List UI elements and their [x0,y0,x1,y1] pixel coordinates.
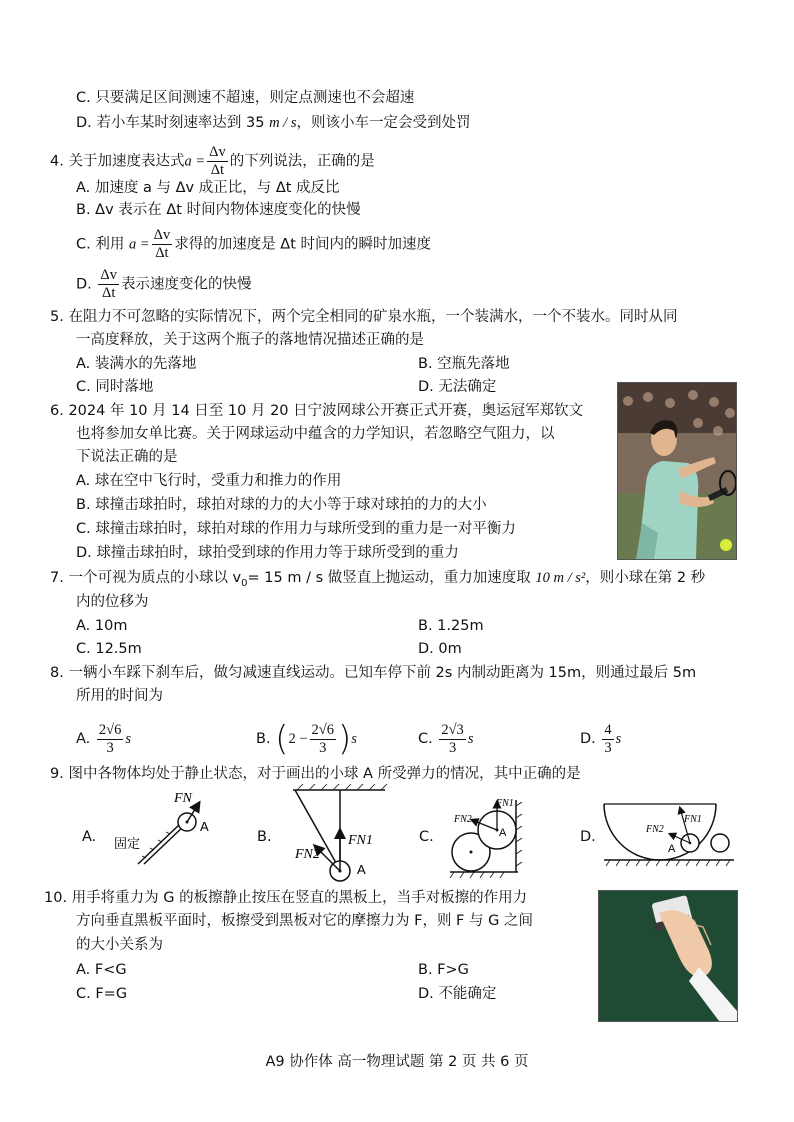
q9-b-fn1-label: FN1 [348,833,373,848]
q6-option-a: A. 球在空中飞行时，受重力和推力的作用 [76,473,342,489]
q7-stem-2: 内的位移为 [76,594,149,610]
q7-stem-1: 7. 一个可视为质点的小球以 $v_0= 15$ m / s 做竖直上抛运动，重力加速度取 10 m / s²，则小球在第 2 秒 [50,570,706,589]
q5-option-c: C. 同时落地 [76,379,154,395]
q8-option-a: A. $\frac{2√6}{3}$ s [76,721,132,756]
q6-option-d: D. 球撞击球拍时，球拍受到球的作用力等于球所受到的重力 [76,545,459,561]
q9-label-a: A. [82,829,97,845]
q8-option-c: C. $\frac{2√3}{3}$ s [418,721,474,756]
q9-c-fn2-label: FN2 [454,814,472,825]
q9-label-b: B. [257,829,272,845]
q9-stem: 9. 图中各物体均处于静止状态，对于画出的小球 A 所受弹力的情况，其中正确的是 [50,766,581,782]
q7-option-c: C. 12.5m [76,641,142,657]
q5-option-d: D. 无法确定 [418,379,497,395]
q9-figure-b [285,784,395,888]
q5-option-b: B. 空瓶先落地 [418,356,510,372]
q9-d-ball-label: A [668,843,676,855]
q9-b-ball-label: A [357,862,366,877]
q10-stem-1: 10. 用手将重力为 G 的板擦静止按压在竖直的黑板上，当手对板擦的作用力 [44,890,528,906]
q9-b-fn2-label: FN2 [295,847,320,862]
blackboard-eraser-photo [598,890,738,1022]
q8-option-b: B. (2 − $\frac{2√6}{3}$ )s [256,719,357,759]
q9-d-fn1-label: FN1 [684,814,702,825]
q7-option-a: A. 10m [76,618,128,634]
q4-option-c: C. 利用 a = $\frac{\Delta v}{\Delta t}$ 求得的加速度是 Δt 时间内的瞬时加速度 [76,227,432,261]
q4-option-b: B. Δv 表示在 Δt 时间内物体速度变化的快慢 [76,202,361,218]
q9-figure-d [600,800,736,870]
q5-option-a: A. 装满水的先落地 [76,356,197,372]
q3-option-c: C. 只要满足区间测速不超速，则定点测速也不会超速 [76,90,415,106]
page-footer: A9 协作体 高一物理试题 第 2 页 共 6 页 [265,1054,529,1070]
q6-stem-2: 也将参加女单比赛。关于网球运动中蕴含的力学知识，若忽略空气阻力，以 [76,426,555,442]
tennis-player-photo [617,382,737,560]
q4-stem: 4. 关于加速度表达式a = $\frac{\Delta v}{\Delta t}$ 的下列说法，正确的是 [50,144,375,178]
q6-option-b: B. 球撞击球拍时，球拍对球的力的大小等于球对球拍的力的大小 [76,497,487,513]
q10-stem-2: 方向垂直黑板平面时，板擦受到黑板对它的摩擦力为 F，则 F 与 G 之间 [76,913,533,929]
q3-option-d: D. 若小车某时刻速率达到 35 m / s，则该小车一定会受到处罚 [76,115,471,131]
q6-stem-3: 下说法正确的是 [76,449,178,465]
q5-stem-1: 5. 在阻力不可忽略的实际情况下，两个完全相同的矿泉水瓶，一个装满水，一个不装水。同时从同 [50,309,678,325]
q9-label-c: C. [419,829,434,845]
q9-a-fn-label: FN [174,791,192,806]
q8-option-d: D. $\frac{4}{3}$ s [580,721,622,756]
q9-figure-c [446,792,526,878]
q9-d-fn2-label: FN2 [646,824,664,835]
q10-option-d: D. 不能确定 [418,986,497,1002]
q4-option-a: A. 加速度 a 与 Δv 成正比，与 Δt 成反比 [76,180,340,196]
q10-option-b: B. F>G [418,962,469,978]
q9-a-fixed-label: 固定 [114,837,141,852]
q8-stem-2: 所用的时间为 [76,688,163,704]
q8-stem-1: 8. 一辆小车踩下刹车后，做匀减速直线运动。已知车停下前 2s 内制动距离为 15m，则通过最后 5m [50,665,697,681]
q10-option-c: C. F=G [76,986,128,1002]
q4-option-d: D. $\frac{\Delta v}{\Delta t}$ 表示速度变化的快慢 [76,267,252,301]
q7-option-b: B. 1.25m [418,618,484,634]
q7-option-d: D. 0m [418,641,462,657]
q6-option-c: C. 球撞击球拍时，球拍对球的作用力与球所受到的重力是一对平衡力 [76,521,516,537]
q9-figure-a [108,784,228,868]
q9-c-fn1-label: FN1 [496,798,514,809]
q9-label-d: D. [580,829,596,845]
q6-stem-1: 6. 2024 年 10 月 14 日至 10 月 20 日宁波网球公开赛正式开赛，奥运冠军郑钦文 [50,403,584,419]
q9-a-ball-label: A [200,819,209,834]
q10-option-a: A. F<G [76,962,127,978]
q9-c-ball-label: A [499,827,507,839]
q10-stem-3: 的大小关系为 [76,937,163,953]
q5-stem-2: 一高度释放，关于这两个瓶子的落地情况描述正确的是 [76,332,424,348]
